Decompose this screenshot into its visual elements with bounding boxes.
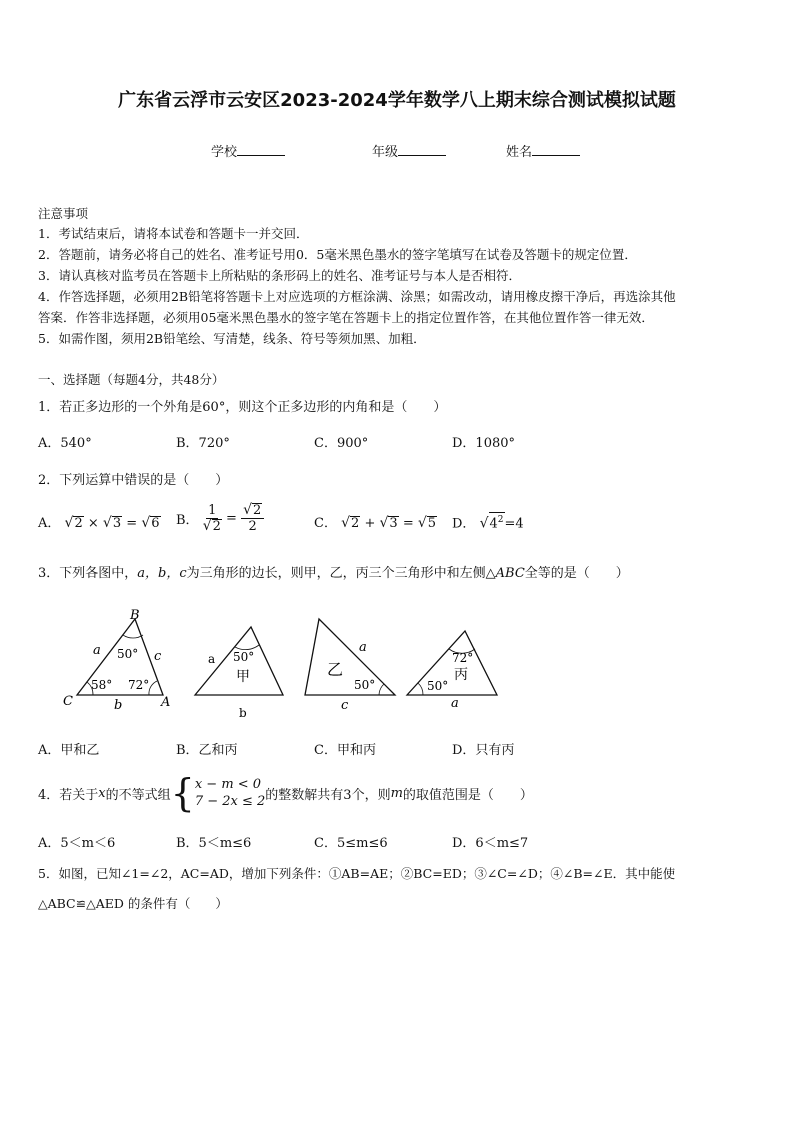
question-5-line1: 5．如图，已知∠1=∠2，AC=AD，增加下列条件：①AB=AE；②BC=ED；③∠C=∠D；④∠B=∠E．其中能使 — [38, 866, 676, 881]
q3-stem-c: 全等的是（ ） — [524, 566, 629, 581]
name-field — [506, 141, 580, 160]
q2-a-label: A． — [38, 516, 61, 531]
q3-triangle: △ABC — [485, 566, 525, 581]
q2-c-radicand3: 5 — [427, 516, 437, 531]
q2-c-radicand1: 2 — [351, 516, 360, 531]
label-c-vertex: C — [63, 694, 73, 709]
notes-heading: 注意事项 — [38, 206, 89, 221]
q4-option-d: D．6＜m≤7 — [452, 836, 529, 851]
q2-c-plus: + — [364, 516, 376, 531]
yi-side-a: a — [359, 640, 367, 655]
q4-stem-a: 4．若关于 — [38, 787, 99, 803]
q1-stem-a: 1．若正多边形的一个外角是 — [38, 400, 203, 415]
question-2: 2．下列运算中错误的是（ ） — [38, 473, 229, 488]
q1-stem-b: ，则这个正多边形的内角和是（ ） — [225, 400, 447, 415]
q2-b-den: 2 — [212, 519, 221, 534]
q3-option-b: B．乙和丙 — [176, 743, 238, 758]
q3-option-d: D．只有丙 — [452, 743, 515, 758]
label-angle-b: 50° — [117, 647, 139, 661]
label-angle-a: 72° — [128, 678, 150, 692]
q1-angle: 60° — [202, 400, 226, 415]
section-heading: 一、选择题（每题4分，共48分） — [38, 372, 225, 387]
q2-a-radicand2: 3 — [112, 516, 122, 531]
q2-d-eq: =4 — [504, 516, 524, 532]
triangle-abc — [63, 608, 170, 713]
q2-b-label: B． — [176, 513, 199, 528]
school-field — [211, 141, 285, 160]
notes-item: 2．答题前，请务必将自己的姓名、准考证号用0．5毫米黑色墨水的签字笔填写在试卷及答题卡的规定位置． — [38, 247, 637, 262]
q2-a-radicand3: 6 — [151, 516, 160, 531]
jia-name: 甲 — [236, 669, 250, 685]
q3-option-a: A．甲和乙 — [38, 743, 100, 758]
label-angle-c: 58° — [91, 678, 113, 692]
q2-b-den2: 2 — [248, 519, 257, 534]
bing-side-a: a — [451, 696, 459, 711]
q3-stem-b: 为三角形的边长，则甲，乙，丙三个三角形中和左侧 — [186, 566, 486, 581]
grade-field — [372, 141, 446, 160]
q2-d-base: 4 — [489, 516, 498, 532]
q1-option-b: B．720° — [176, 436, 230, 451]
brace-icon: { — [170, 771, 195, 815]
q4-stem-b: 的不等式组 — [105, 787, 171, 803]
name-blank — [532, 143, 580, 156]
q1-option-c: C．900° — [314, 436, 369, 451]
q3-stem-a: 3．下列各图中， — [38, 566, 138, 581]
q1-option-a: A．540° — [38, 436, 92, 451]
page-title: 广东省云浮市云安区2023-2024学年数学八上期末综合测试模拟试题 — [118, 90, 676, 111]
name-label: 姓名 — [506, 145, 533, 160]
label-a-vertex: A — [161, 695, 171, 710]
yi-name: 乙 — [327, 660, 344, 679]
bing-name: 丙 — [454, 667, 468, 683]
grade-label: 年级 — [372, 145, 399, 160]
grade-blank — [398, 143, 446, 156]
q2-c-radicand2: 3 — [389, 516, 398, 531]
q2-b-num2: 2 — [253, 503, 262, 518]
notes-item: 1．考试结束后，请将本试卷和答题卡一并交回． — [38, 226, 309, 241]
q4-stem-d: 的取值范围是（ ） — [402, 787, 533, 803]
triangle-jia — [195, 627, 283, 720]
q3-option-c: C．甲和丙 — [314, 743, 376, 758]
question-5-line2: △ABC≌△AED 的条件有（ ） — [38, 896, 228, 911]
q4-option-b: B．5＜m≤6 — [176, 836, 252, 851]
q4-option-a: A．5＜m＜6 — [38, 836, 116, 851]
triangle-bing — [407, 631, 497, 711]
yi-side-c: c — [341, 698, 349, 713]
q2-b-num: 1 — [208, 503, 217, 518]
q3-figure — [55, 605, 515, 725]
q2-a-eq: = — [126, 516, 138, 531]
q4-inequality-system — [170, 771, 266, 815]
q2-d-exponent: 2 — [497, 515, 504, 525]
q2-c-eq: = — [402, 516, 414, 531]
jia-side-a: a — [208, 652, 216, 666]
q4-var-x: x — [98, 785, 106, 801]
q2-d-label: D． — [452, 516, 476, 532]
triangle-yi — [305, 619, 395, 713]
q2-b-fraction2: $\frac{√2}{2}$ — [241, 503, 264, 534]
notes-item: 4．作答选择题，必须用2B铅笔将答题卡上对应选项的方框涂满、涂黑；如需改动，请用橡皮擦干净后，再选涂其他 — [38, 289, 676, 304]
q4-option-c: C．5≤m≤6 — [314, 836, 388, 851]
q2-d-radicand — [489, 512, 505, 531]
label-side-c: c — [154, 649, 162, 664]
q2-option-b — [176, 503, 264, 534]
q2-b-eq: = — [226, 511, 237, 526]
notes-item: 答案．作答非选择题，必须用05毫米黑色墨水的签字笔在答题卡上的指定位置作答，在其他位置作答一律无效． — [38, 310, 654, 325]
q4-line1: x − m < 0 — [194, 777, 262, 792]
bing-angle2: 50° — [427, 679, 449, 693]
bing-angle1: 72° — [452, 651, 474, 665]
q2-option-c: C． √2 + √3 = √5 — [314, 515, 437, 531]
q2-option-a: A． √2 × √3 = √6 — [38, 515, 160, 531]
label-side-a: a — [93, 643, 101, 658]
school-label: 学校 — [211, 145, 238, 160]
q2-a-times: × — [87, 516, 99, 531]
question-4 — [38, 771, 533, 815]
q2-c-label: C． — [314, 516, 337, 531]
q2-a-radicand1: 2 — [74, 516, 83, 531]
yi-angle: 50° — [354, 678, 376, 692]
q4-line2: 7 − 2x ≤ 2 — [194, 794, 266, 809]
notes-item: 5．如需作图，须用2B铅笔绘、写清楚，线条、符号等须加黑、加粗． — [38, 331, 426, 346]
label-side-b: b — [114, 698, 123, 713]
q2-b-fraction1: $\frac{1}{√2}$ — [202, 503, 221, 534]
q1-option-d: D．1080° — [452, 436, 516, 451]
jia-angle: 50° — [233, 650, 255, 664]
label-b-vertex: B — [130, 608, 140, 623]
school-blank — [237, 143, 285, 156]
jia-side-b: b — [239, 706, 247, 720]
q3-vars: a，b，c — [137, 566, 187, 581]
question-1 — [38, 396, 446, 415]
q2-option-d: D． $√4^2=4$ — [452, 512, 524, 531]
q4-stem-c: 的整数解共有3个，则 — [265, 787, 391, 803]
question-3 — [38, 562, 629, 581]
q4-var-m: m — [390, 785, 403, 801]
notes-item: 3．请认真核对监考员在答题卡上所粘贴的条形码上的姓名、准考证号与本人是否相符． — [38, 268, 521, 283]
